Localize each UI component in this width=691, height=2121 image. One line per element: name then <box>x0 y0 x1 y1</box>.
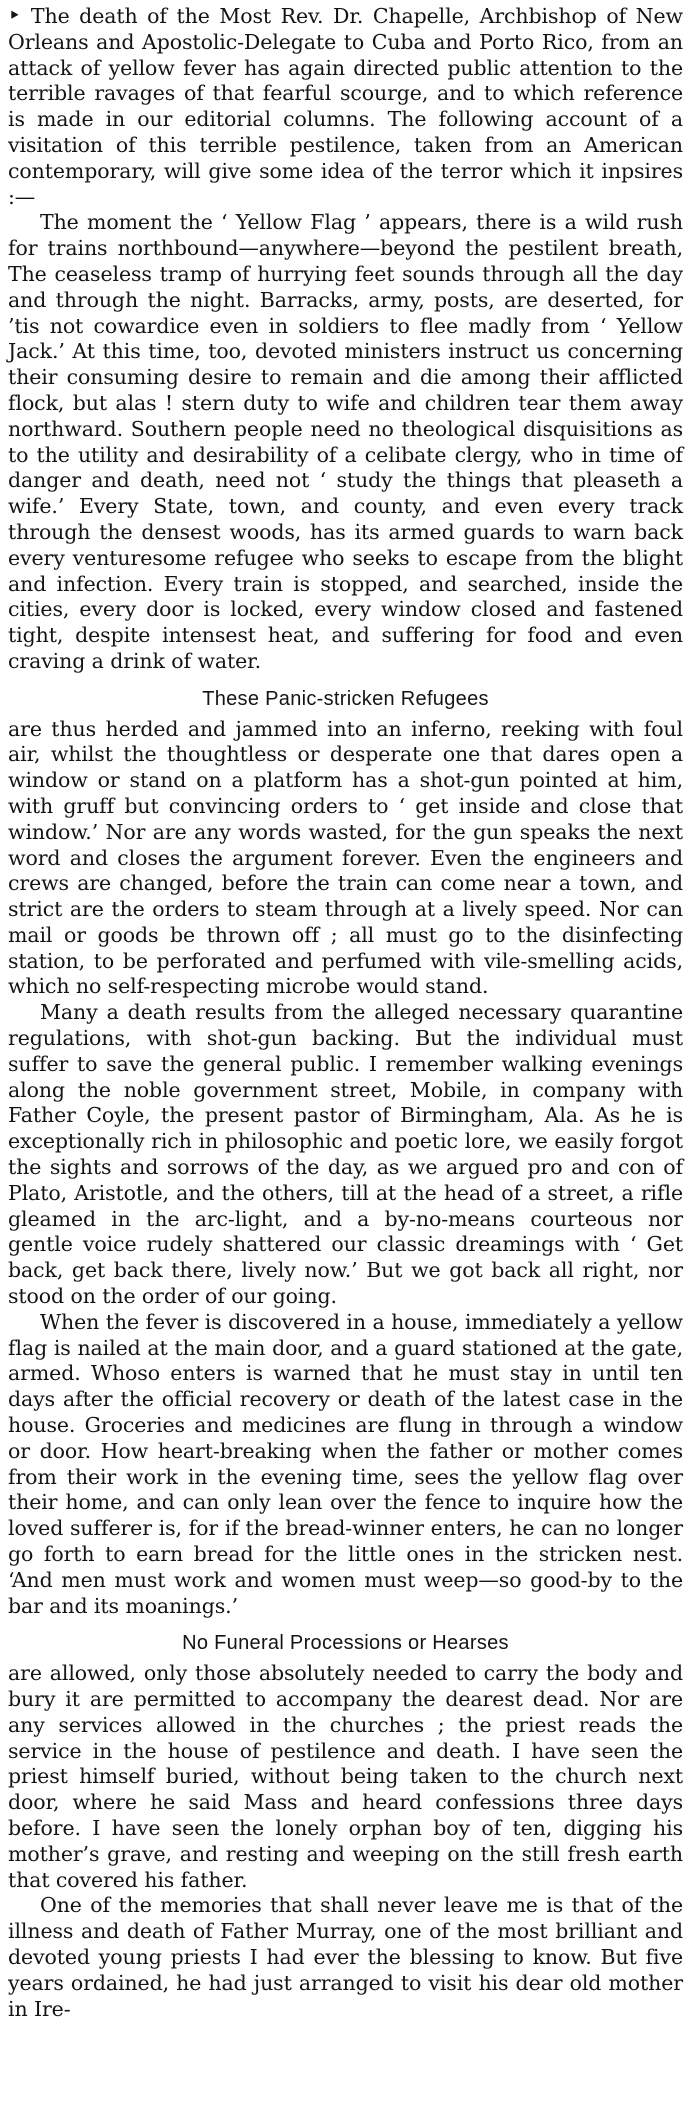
intro-text: The death of the Most Rev. Dr. Chapelle, Archbishop of New Orleans and Apostolic-Delegate to Cuba and Porto Rico, from an attack of yellow fever has again directed public attention to the terrible ravages of that fearful scourge, and to which reference is made in our editorial columns. The following account of a visitation of this terrible pestilence, taken from an American contemporary, will give some idea of the terror which it inpsires :— <box>8 4 683 209</box>
body-paragraph: are allowed, only those absolutely needed to carry the body and bury it are permitted to accompany the dearest dead. Nor are any services allowed in the churches ; the priest reads the service in the house of pestilence and death. I have seen the priest himself buried, without being taken to the church next door, where he said Mass and heard confessions three days before. I have seen the lonely orphan boy of ten, digging his mother’s grave, and resting and weeping on the still fresh earth that covered his father. <box>8 1661 683 1892</box>
body-paragraph: are thus herded and jammed into an inferno, reeking with foul air, whilst the thoughtless or desperate one that dares open a window or stand on a platform has a shot-gun pointed at him, with gruff but convincing orders to ‘ get inside and close that window.’ Nor are any words wasted, for the gun speaks the next word and closes the argument forever. Even the engineers and crews are changed, before the train can come near a town, and strict are the orders to steam through at a lively speed. Nor can mail or goods be thrown off ; all must go to the disinfecting station, to be perforated and perfumed with vile-smelling acids, which no self-respecting microbe would stand. <box>8 716 683 999</box>
column-marker-icon: ‣ <box>8 4 21 29</box>
body-paragraph: The moment the ‘ Yellow Flag ’ appears, there is a wild rush for trains northbound—anywhere—beyond the pestilent breath, The ceaseless tramp of hurrying feet sounds through all the day and through the night. Barracks, army, posts, are deserted, for ’tis not cowardice even in soldiers to flee madly from ‘ Yellow Jack.’ At this time, too, devoted ministers instruct us concerning their consuming desire to remain and die among their afflicted flock, but alas ! stern duty to wife and children tear them away northward. Southern people need no theological disquisitions as to the utility and desirability of a celibate clergy, who in time of danger and death, need not ‘ study the things that pleaseth a wife.’ Every State, town, and county, and even every track through the densest woods, has its armed guards to warn back every venturesome refugee who seeks to escape from the blight and infection. Every train is stopped, and searched, inside the cities, every door is locked, every window closed and fastened tight, despite intensest heat, and suffering for food and even craving a drink of water. <box>8 210 683 673</box>
section-heading: No Funeral Processions or Hearses <box>182 1632 509 1655</box>
body-paragraph: When the fever is discovered in a house, immediately a yellow flag is nailed at the main door, and a guard stationed at the gate, armed. Whoso enters is warned that he must stay in until ten days after the official recovery or death of the latest case in the house. Groceries and medicines are flung in through a window or door. How heart-breaking when the father or mother comes from their work in the evening time, sees the yellow flag over their home, and can only lean over the fence to inquire how the loved sufferer is, for if the bread-winner enters, he can no longer go forth to earn bread for the little ones in the stricken nest. ‘And men must work and women must weep—so good-by to the bar and its moanings.’ <box>8 1309 683 1618</box>
section-heading: These Panic-stricken Refugees <box>202 687 489 710</box>
intro-paragraph <box>8 4 683 210</box>
body-paragraph: Many a death results from the alleged necessary quarantine regulations, with shot-gun backing. But the individual must suffer to save the general public. I remember walking evenings along the noble government street, Mobile, in company with Father Coyle, the present pastor of Birmingham, Ala. As he is exceptionally rich in philosophic and poetic lore, we easily forgot the sights and sorrows of the day, as we argued pro and con of Plato, Aristotle, and the others, till at the head of a street, a rifle gleamed in the arc-light, and a by-no-means courteous nor gentle voice rudely shattered our classic dreamings with ‘ Get back, get back there, lively now.’ But we got back all right, nor stood on the order of our going. <box>8 1000 683 1309</box>
body-paragraph: One of the memories that shall never leave me is that of the illness and death of Father Murray, one of the most brilliant and devoted young priests I had ever the blessing to know. But five years ordained, he had just arranged to visit his dear old mother in Ire- <box>8 1893 683 2021</box>
